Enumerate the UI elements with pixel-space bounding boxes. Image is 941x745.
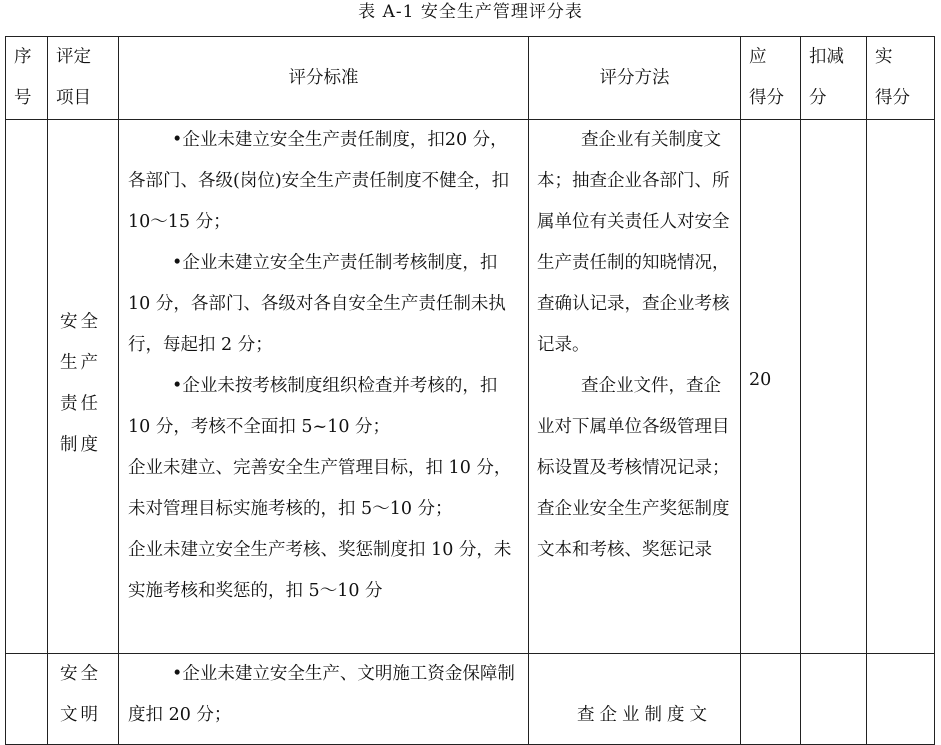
row-score [741,654,801,745]
header-no: 序 号 [6,37,48,120]
row-no [6,654,48,745]
row-item: 安全 文明 [48,654,119,745]
row-item: 安全 生产 责任 制度 [48,120,119,654]
method-paragraph: 查企业制度文 [577,705,712,725]
header-criteria: 评分标准 [119,37,529,120]
table-row [6,654,935,745]
row-method [529,654,741,745]
header-actual: 实 得分 [867,37,935,120]
method-paragraph: 查企业文件，查企业对下属单位各级管理目标设置及考核情况记录；查企业安全生产奖惩制度文本和考核、奖惩记录 [537,376,730,560]
criteria-paragraph: 企业未建立、完善安全生产管理目标，扣 10 分，未对管理目标实施考核的，扣 5～10 分； [128,458,512,519]
table-row [6,120,935,654]
row-actual [867,654,935,745]
row-no [6,120,48,654]
header-deduction: 扣减 分 [801,37,867,120]
score-table [5,36,935,745]
criteria-paragraph: •企业未建立安全生产责任制度，扣20 分，各部门、各级(岗位)安全生产责任制度不健全，扣 10～15 分； [128,130,510,232]
row-deduction [801,654,867,745]
row-actual [867,120,935,654]
row-method [529,120,741,654]
method-paragraph: 查企业有关制度文本；抽查企业各部门、所属单位有关责任人对安全生产责任制的知晓情况，查确认记录，查企业考核记录。 [537,130,730,355]
header-method: 评分方法 [529,37,741,120]
table-title: 表 A-1 安全生产管理评分表 [358,2,583,22]
criteria-paragraph: 企业未建立安全生产考核、奖惩制度扣 10 分，未实施考核和奖惩的，扣 5～10 分 [128,540,512,601]
header-due-score: 应 得分 [741,37,801,120]
row-deduction [801,120,867,654]
header-row [6,37,935,120]
criteria-paragraph: •企业未建立安全生产责任制考核制度，扣 10 分，各部门、各级对各自安全生产责任制未执行，每起扣 2 分； [128,253,506,355]
header-item: 评定 项目 [48,37,119,120]
row-score: 20 [741,120,801,654]
criteria-paragraph: •企业未按考核制度组织检查并考核的，扣 10 分，考核不全面扣 5~10 分； [128,376,498,437]
criteria-paragraph: •企业未建立安全生产、文明施工资金保障制度扣 20 分； [128,664,515,725]
row-criteria [119,120,529,654]
row-criteria [119,654,529,745]
